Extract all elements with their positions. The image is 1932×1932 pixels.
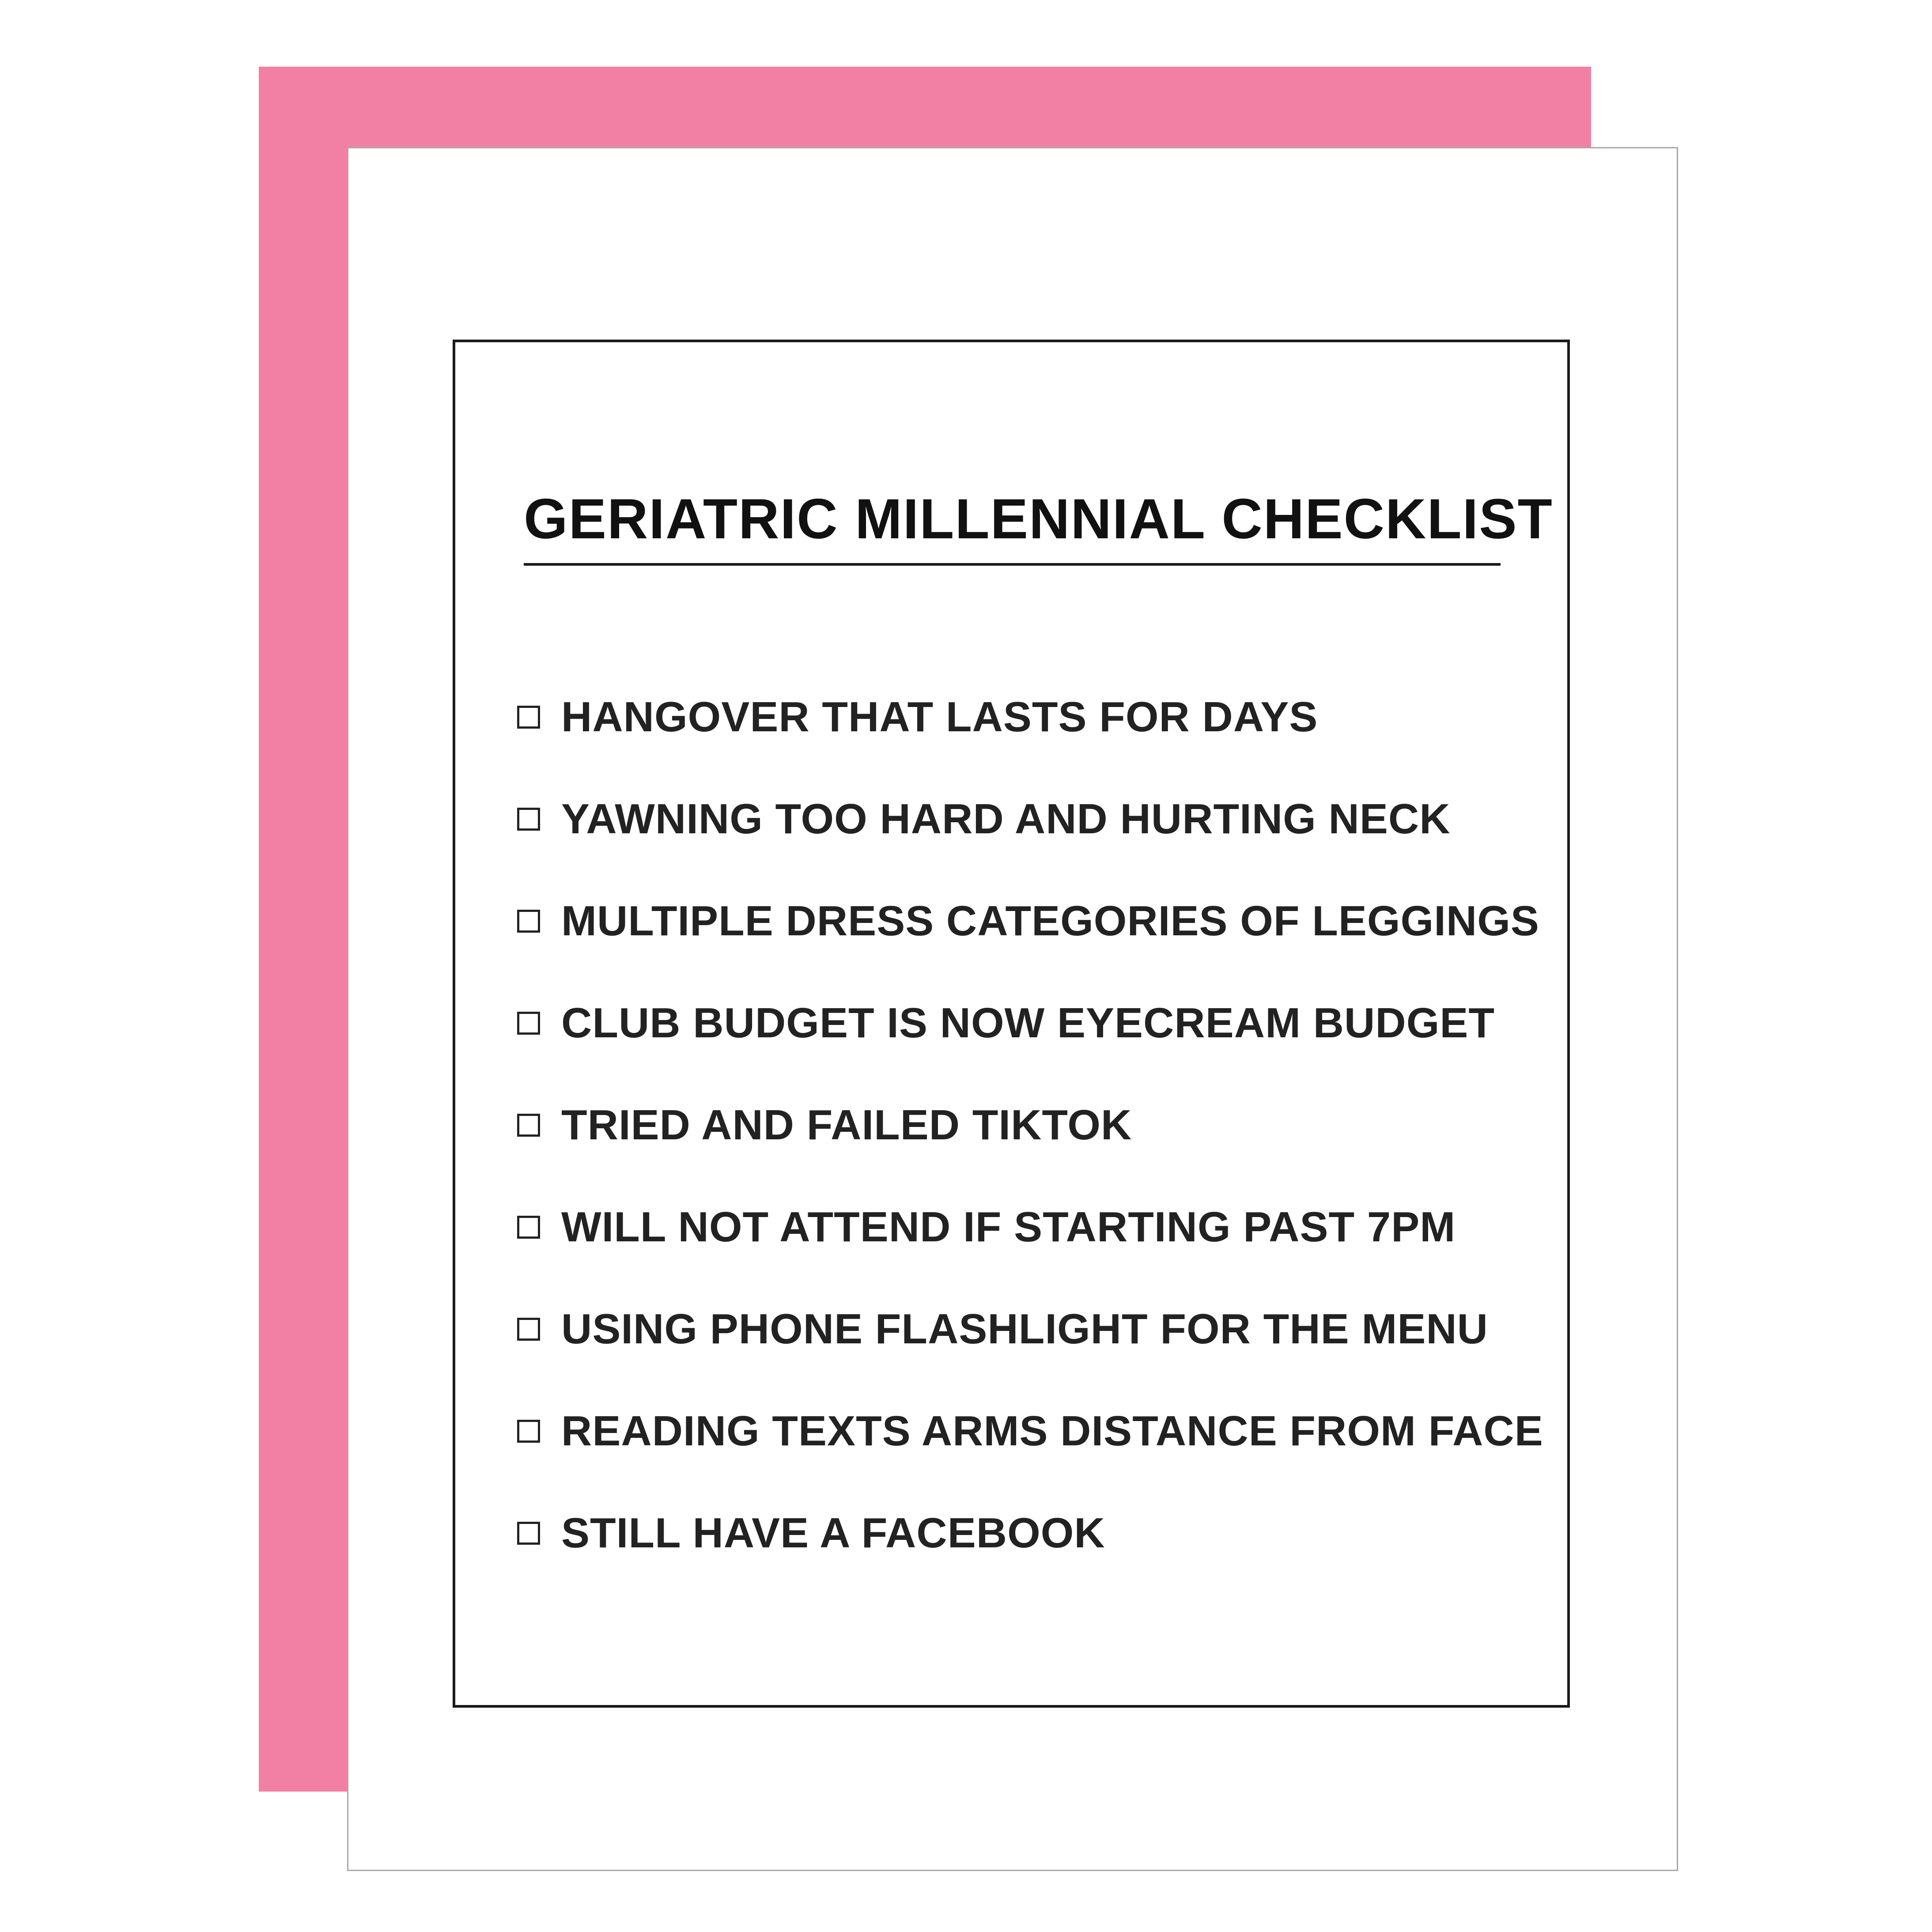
checklist-title: GERIATRIC MILLENNIAL CHECKLIST [524, 486, 1501, 566]
checkbox-icon [517, 910, 540, 933]
checklist-item [517, 768, 1543, 870]
checkbox-icon [517, 1420, 540, 1443]
checklist [517, 666, 1543, 1584]
checklist-item-label: MULTIPLE DRESS CATEGORIES OF LEGGINGS [561, 897, 1539, 945]
checklist-item [517, 972, 1543, 1074]
checklist-item [517, 1278, 1543, 1380]
checkbox-icon [517, 1318, 540, 1341]
checklist-item-label: STILL HAVE A FACEBOOK [561, 1509, 1105, 1557]
checklist-item [517, 870, 1543, 972]
checklist-item [517, 1482, 1543, 1584]
checkbox-icon [517, 808, 540, 831]
checklist-item [517, 1176, 1543, 1278]
checkbox-icon [517, 1114, 540, 1137]
checklist-item-label: USING PHONE FLASHLIGHT FOR THE MENU [561, 1305, 1488, 1353]
checklist-item-label: CLUB BUDGET IS NOW EYECREAM BUDGET [561, 999, 1495, 1047]
checklist-item-label: TRIED AND FAILED TIKTOK [561, 1101, 1132, 1149]
checkbox-icon [517, 1216, 540, 1239]
greeting-card [347, 147, 1678, 1871]
card-border-frame [453, 340, 1570, 1708]
checklist-item-label: WILL NOT ATTEND IF STARTING PAST 7PM [561, 1203, 1456, 1251]
checkbox-icon [517, 1012, 540, 1035]
checklist-item [517, 1074, 1543, 1176]
checklist-item-label: HANGOVER THAT LASTS FOR DAYS [561, 693, 1318, 741]
checkbox-icon [517, 1522, 540, 1545]
checklist-item-label: READING TEXTS ARMS DISTANCE FROM FACE [561, 1407, 1543, 1455]
checklist-item-label: YAWNING TOO HARD AND HURTING NECK [561, 795, 1451, 843]
checklist-item [517, 1380, 1543, 1482]
checklist-item [517, 666, 1543, 768]
checkbox-icon [517, 706, 540, 729]
